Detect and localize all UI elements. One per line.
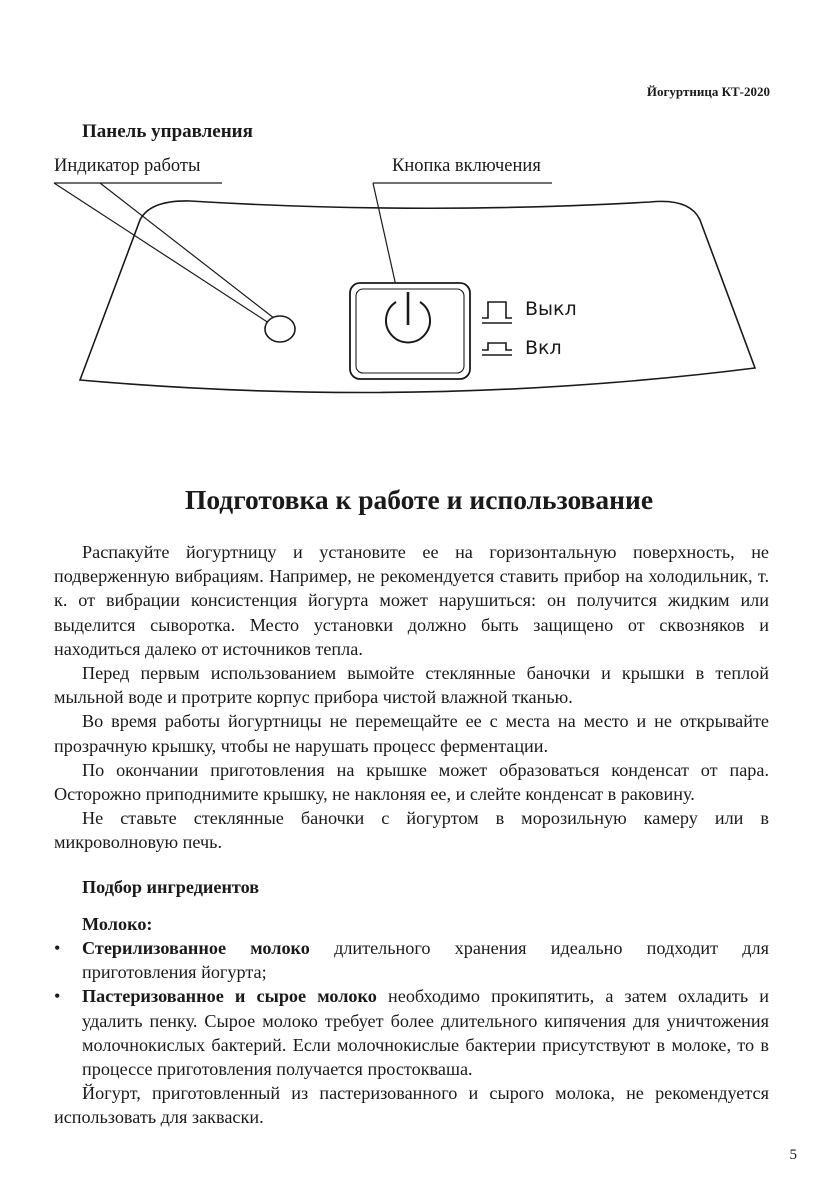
indicator-led-icon <box>265 316 295 342</box>
bullet-icon: • <box>54 938 61 959</box>
switch-on-label: Вкл <box>525 337 562 359</box>
body-text <box>54 540 769 1130</box>
closing-paragraph: Йогурт, приготовленный из пастеризованного и сырого молока, не рекомендуется использовать для закваски. <box>54 1083 769 1128</box>
power-button <box>350 283 470 379</box>
ingredients-heading: Подбор ингредиентов <box>82 876 260 897</box>
control-panel-diagram <box>0 150 838 450</box>
milk-heading: Молоко: <box>82 913 153 934</box>
paragraph: Перед первым использованием вымойте стеклянные баночки и крышки в теплой мыльной воде и протрите корпус прибора чистой влажной тканью. <box>54 663 769 708</box>
bullet-text: необходимо прокипятить, а затем охладить и удалить пенку. Сырое молоко требует более длительного кипячения для уничтожения молочнокислых бактерий. Если молочнокислые бактерии присутствуют в молоке, то в процессе приготовления получается простокваша. <box>82 986 769 1080</box>
switch-on-icon <box>482 343 512 350</box>
panel-heading: Панель управления <box>82 121 253 142</box>
callout-indicator-label: Индикатор работы <box>54 156 201 176</box>
paragraph: Во время работы йогуртницы не перемещайте ее с места на место и не открывайте прозрачную крышку, чтобы не нарушать процесс ферментации. <box>54 711 769 756</box>
header-title: Йогуртница КТ-2020 <box>646 84 770 99</box>
list-item <box>54 984 769 1081</box>
section-title: Подготовка к работе и использование <box>184 484 654 515</box>
paragraph: По окончании приготовления на крышке может образоваться конденсат от пара. Осторожно приподнимите крышку, не наклоняя ее, и слейте конденсат в раковину. <box>54 759 769 805</box>
bullet-text: длительного хранения идеально подходит для приготовления йогурта; <box>82 938 769 983</box>
list-item <box>54 936 769 984</box>
milk-bullet-list <box>54 936 769 1081</box>
callout-power-label: Кнопка включения <box>392 156 541 176</box>
bullet-bold: Пастеризованное и сырое молоко <box>82 986 377 1007</box>
bullet-icon: • <box>54 986 61 1007</box>
switch-off-icon <box>482 302 512 318</box>
paragraph: Распакуйте йогуртницу и установите ее на горизонтальную поверхность, не подверженную вибрациям. Например, не рекомендуется ставить прибор на холодильник, т. к. от вибрации консистенция йогурта может нарушиться: он получится жидким или выделится сыворотка. Место установки должно быть защищено от сквозняков и находиться далеко от источников тепла. <box>54 542 769 659</box>
page-number: 5 <box>789 1147 797 1163</box>
switch-off-label: Выкл <box>525 298 577 320</box>
bullet-bold: Стерилизованное молоко <box>82 938 310 959</box>
paragraph: Не ставьте стеклянные баночки с йогуртом в морозильную камеру или в микроволновую печь. <box>54 808 769 853</box>
